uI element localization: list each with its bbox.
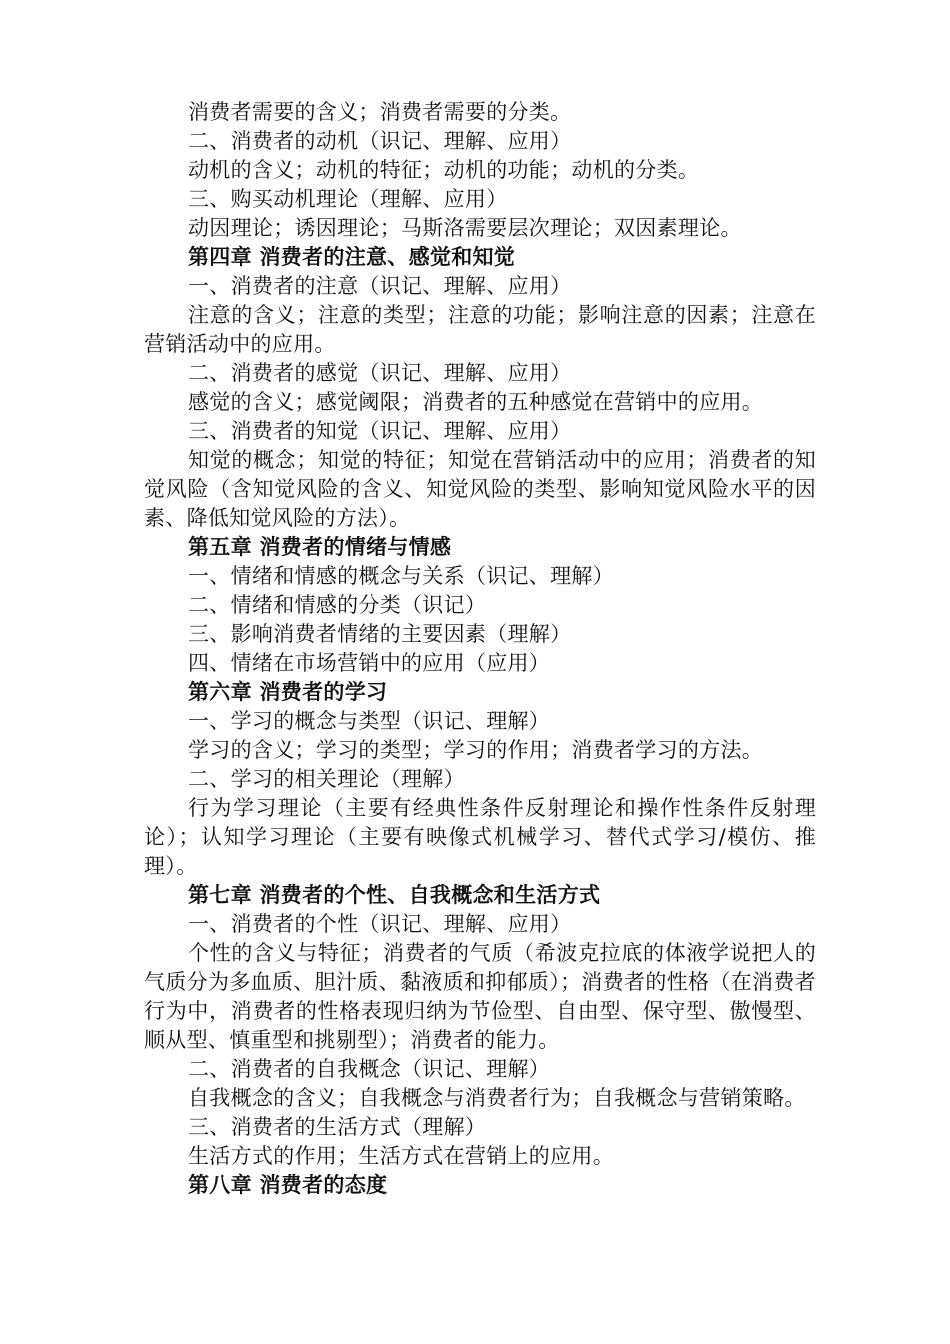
chapter-heading: 第五章 消费者的情绪与情感 (188, 535, 452, 559)
text-line: 动因理论；诱因理论；马斯洛需要层次理论；双因素理论。 (188, 216, 742, 240)
chapter-heading: 第八章 消费者的态度 (188, 1173, 388, 1197)
section-line: 一、情绪和情感的概念与关系（识记、理解） (188, 564, 614, 588)
section-line: 二、情绪和情感的分类（识记） (188, 593, 487, 617)
text-line: 自我概念的含义；自我概念与消费者行为；自我概念与营销策略。 (188, 1086, 806, 1110)
section-line: 二、消费者的感觉（识记、理解、应用） (188, 361, 572, 385)
section-line: 二、消费者的动机（识记、理解、应用） (188, 129, 572, 153)
chapter-heading: 第四章 消费者的注意、感觉和知觉 (188, 245, 516, 269)
paragraph: 注意的含义；注意的类型；注意的功能；影响注意的因素；注意在营销活动中的应用。 (144, 303, 816, 356)
chapter-heading: 第六章 消费者的学习 (188, 680, 388, 704)
text-line: 消费者需要的含义；消费者需要的分类。 (188, 100, 572, 124)
section-line: 三、影响消费者情绪的主要因素（理解） (188, 622, 572, 646)
section-line: 四、情绪在市场营销中的应用（应用） (188, 651, 551, 675)
paragraph: 知觉的概念；知觉的特征；知觉在营销活动中的应用；消费者的知觉风险（含知觉风险的含义、知觉风险的类型、影响知觉风险水平的因素、降低知觉风险的方法）。 (144, 448, 816, 530)
text-line: 动机的含义；动机的特征；动机的功能；动机的分类。 (188, 158, 700, 182)
section-line: 一、学习的概念与类型（识记、理解） (188, 709, 551, 733)
paragraph: 行为学习理论（主要有经典性条件反射理论和操作性条件反射理论）；认知学习理论（主要有映像式机械学习、替代式学习/模仿、推理）。 (144, 796, 816, 878)
section-line: 一、消费者的注意（识记、理解、应用） (188, 274, 572, 298)
text-line: 感觉的含义；感觉阈限；消费者的五种感觉在营销中的应用。 (188, 390, 764, 414)
section-line: 一、消费者的个性（识记、理解、应用） (188, 912, 572, 936)
section-line: 三、消费者的知觉（识记、理解、应用） (188, 419, 572, 443)
text-line: 学习的含义；学习的类型；学习的作用；消费者学习的方法。 (188, 738, 764, 762)
paragraph: 个性的含义与特征；消费者的气质（希波克拉底的体液学说把人的气质分为多血质、胆汁质、黏液质和抑郁质）；消费者的性格（在消费者行为中，消费者的性格表现归纳为节俭型、自由型、保守型、傲慢型、顺从型、慎重型和挑剔型）；消费者的能力。 (144, 941, 816, 1052)
section-line: 二、消费者的自我概念（识记、理解） (188, 1057, 551, 1081)
text-line: 生活方式的作用；生活方式在营销上的应用。 (188, 1144, 614, 1168)
document-page (144, 98, 816, 1200)
section-line: 三、消费者的生活方式（理解） (188, 1115, 487, 1139)
section-line: 二、学习的相关理论（理解） (188, 767, 465, 791)
chapter-heading: 第七章 消费者的个性、自我概念和生活方式 (188, 883, 601, 907)
section-line: 三、购买动机理论（理解、应用） (188, 187, 508, 211)
